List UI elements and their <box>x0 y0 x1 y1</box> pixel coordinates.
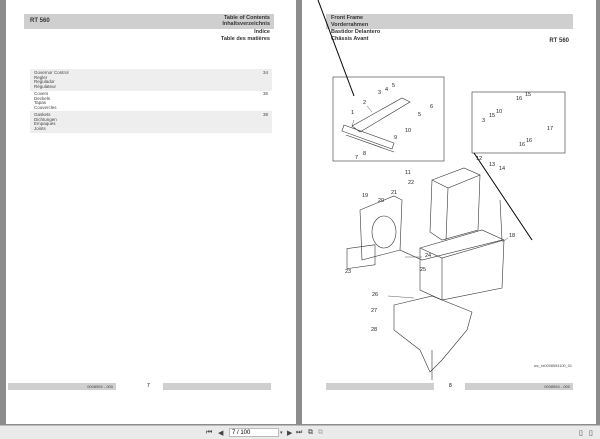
entry-line: Dichtungen <box>34 116 57 122</box>
footer-bar <box>163 383 271 390</box>
callout: 13 <box>489 162 496 168</box>
title-line: Châssis Avant <box>331 36 369 42</box>
callout: 10 <box>496 109 503 115</box>
entry-line: Covers <box>34 91 49 96</box>
model-label: RT 560 <box>30 18 50 24</box>
detail-box-left <box>333 77 444 161</box>
first-page-icon[interactable]: ⏮ <box>206 429 213 436</box>
entry-line: Tapas <box>34 100 47 106</box>
callout: 12 <box>476 156 483 162</box>
previous-page-icon[interactable]: ◀ <box>218 430 224 437</box>
callout: 19 <box>362 193 369 199</box>
figure-id: wc_xx0008594100_01 <box>534 364 573 368</box>
footer-bar <box>326 383 434 390</box>
fan-shroud-ring <box>372 216 396 248</box>
last-page-icon[interactable]: ⏭ <box>296 429 303 436</box>
single-page-view-icon[interactable]: ▯ <box>579 430 583 437</box>
toc-entry[interactable] <box>30 69 272 91</box>
callout: 8 <box>363 151 367 157</box>
toc-subtitle <box>221 29 270 42</box>
callout: 2 <box>363 100 367 106</box>
base-plate <box>394 296 472 380</box>
callout: 3 <box>482 118 486 124</box>
entry-line: Couvercles <box>34 104 57 110</box>
grille <box>347 245 375 269</box>
callout: 16 <box>519 142 526 148</box>
title-line: Front Frame <box>331 15 364 21</box>
footer-doc-number: 0008594 - 000 <box>465 383 573 390</box>
toc-title <box>222 15 270 27</box>
callout: 15 <box>525 92 532 98</box>
callout: 27 <box>371 308 378 314</box>
go-back-icon[interactable]: ⧉ <box>308 429 313 436</box>
toc-entry[interactable] <box>30 90 272 112</box>
right-page <box>302 0 596 424</box>
callout: 16 <box>516 96 523 102</box>
footer-doc-number: 0008594 - 000 <box>8 383 116 390</box>
page-dropdown-icon[interactable]: ▾ <box>280 430 283 436</box>
entry-page: 38 <box>262 112 268 117</box>
viewer-toolbar <box>0 425 600 439</box>
callout: 20 <box>378 198 385 204</box>
callout: 22 <box>408 180 415 186</box>
two-page-view-icon[interactable]: ▯ <box>589 430 593 437</box>
callout: 9 <box>394 135 398 141</box>
title-line: Inhaltsverzeichnis <box>222 21 270 27</box>
title-line: Indice <box>254 29 270 35</box>
callout: 23 <box>345 269 352 275</box>
entry-line: Gaskets <box>34 112 51 117</box>
page-number-input[interactable]: 7 / 100 <box>229 428 279 437</box>
callout: 10 <box>405 128 412 134</box>
entry-line: Governor Control <box>34 70 69 75</box>
callout: 14 <box>499 166 506 172</box>
callout: 24 <box>425 253 432 259</box>
title-line: Table des matières <box>220 35 270 42</box>
entry-page: 36 <box>262 91 268 96</box>
title-line: Bastidor Delantero <box>331 29 381 35</box>
hood-panel <box>420 230 504 300</box>
next-page-icon[interactable]: ▶ <box>287 430 293 437</box>
callout: 1 <box>351 110 355 116</box>
callout: 3 <box>378 90 382 96</box>
model-label: RT 560 <box>549 38 569 44</box>
exploded-parts-diagram <box>302 0 596 424</box>
callout: 26 <box>372 292 379 298</box>
callout: 16 <box>526 138 533 144</box>
go-forward-icon[interactable]: ⧉ <box>318 429 323 436</box>
toc-header-bar <box>24 14 274 29</box>
left-page <box>6 0 296 424</box>
callout: 17 <box>547 126 554 132</box>
title-line: Vorderrahmen <box>331 22 369 28</box>
page-number: 8 <box>449 383 452 389</box>
callout: 6 <box>430 104 434 110</box>
callout: 15 <box>489 113 496 119</box>
entry-line: Empaques <box>34 121 56 127</box>
radiator-cover <box>430 168 480 240</box>
callout: 25 <box>420 267 427 273</box>
toc-entry[interactable] <box>30 111 272 133</box>
callout: 28 <box>371 327 378 333</box>
entry-line: Deckels <box>34 95 51 101</box>
callout: 18 <box>509 233 516 239</box>
entry-line: Régulateur <box>34 83 57 89</box>
callout: 4 <box>385 87 389 93</box>
entry-page: 34 <box>262 70 268 75</box>
callout: 5 <box>392 83 396 89</box>
entry-line: Regler <box>34 74 48 80</box>
callout: 11 <box>405 170 411 176</box>
entry-line: Regulador <box>34 79 55 85</box>
entry-line: Joints <box>34 125 46 131</box>
callout: 21 <box>391 190 398 196</box>
callout: 5 <box>418 112 422 118</box>
callout: 7 <box>355 155 359 161</box>
title-line: Table of Contents <box>223 15 270 21</box>
page-number: 7 <box>147 383 150 389</box>
